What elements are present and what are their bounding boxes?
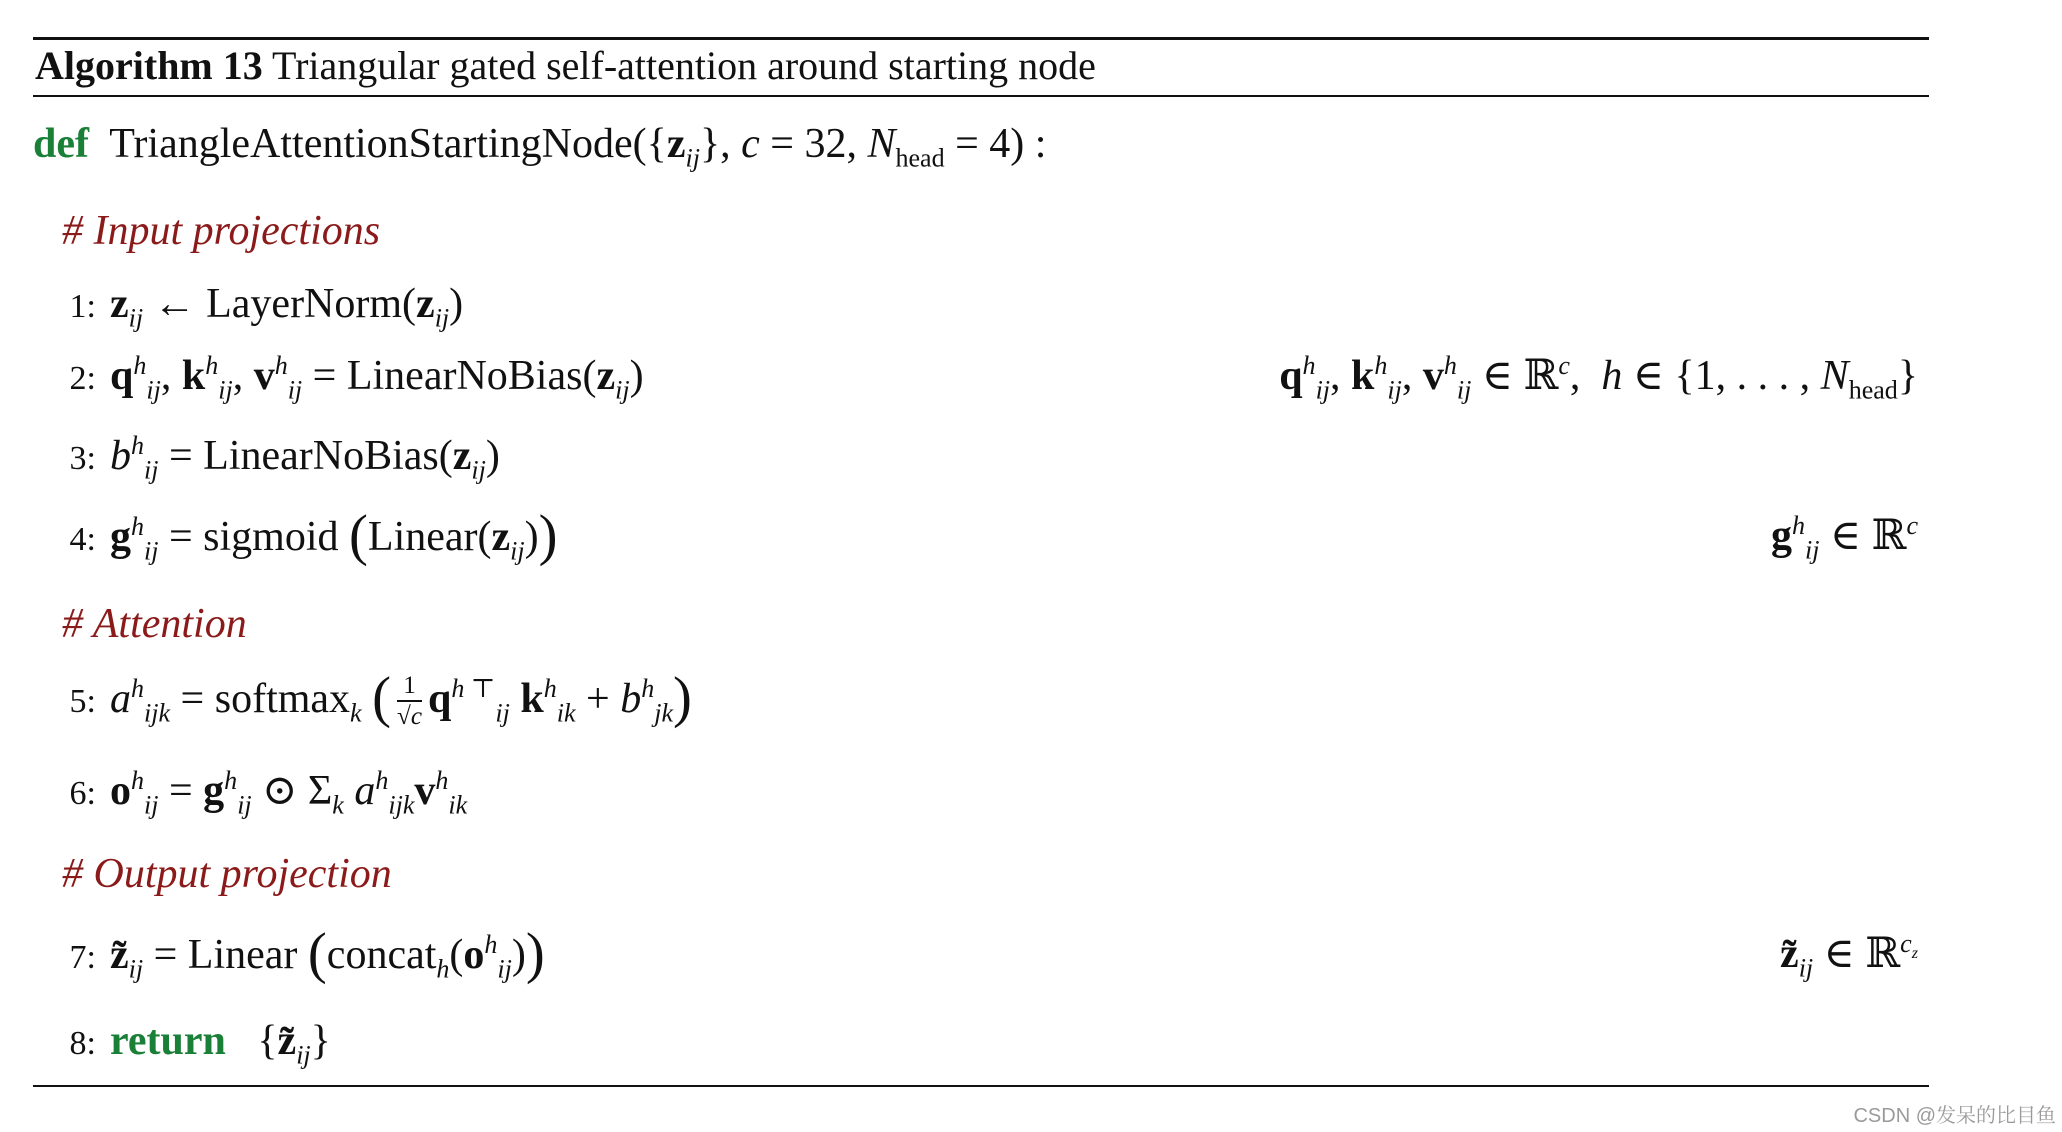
step-expression: $a^h_{ijk}$ = softmax$_k$ ( $\frac{1}{√c}$ $q^{h ⊤}_{ij}$ $k^h_{ik} + b^h_{jk}$) xyxy=(110,666,692,731)
comment-attention: # Attention xyxy=(62,601,247,647)
step-number: 4: xyxy=(69,521,96,558)
step-7 xyxy=(48,922,545,985)
step-number: 3: xyxy=(69,440,96,477)
step-3 xyxy=(48,430,500,485)
watermark: CSDN @发呆的比目鱼 xyxy=(1853,1105,2056,1127)
algorithm-name: Triangular gated self-attention around starting node xyxy=(272,43,1096,88)
step-expression: $z_{ij}$ ← $LayerNorm(z_{ij})$ xyxy=(110,281,464,333)
step-number: 8: xyxy=(69,1025,96,1062)
step-expression: $o^h_{ij} = g^h_{ij}$ ⊙ $\Sigma_k$ $a^h_{ijk}v^h_{ik}$ xyxy=(110,766,468,820)
step-expression: $b^h_{ij}$ = $LinearNoBias(z_{ij})$ xyxy=(110,431,500,485)
function-params: ($\{z_{ij}\}$, c = 32, $N_{head} = 4$) : xyxy=(632,121,1047,173)
step-8 xyxy=(48,1015,331,1070)
step-expression: $q^h_{ij}$, $k^h_{ij}$, $v^h_{ij}$ = $LinearNoBias(z_{ij})$ xyxy=(110,351,644,405)
step-2 xyxy=(48,350,644,405)
step-number: 1: xyxy=(69,288,96,325)
step-6 xyxy=(48,765,467,820)
algorithm-title xyxy=(35,40,1096,92)
function-name: TriangleAttentionStartingNode xyxy=(109,121,633,167)
step-number: 5: xyxy=(69,683,96,720)
step-4-annotation: $g^h_{ij}$ ∈ ℝ$^c$ xyxy=(1770,511,1918,565)
step-2-annotation: $q^h_{ij}$, $k^h_{ij}$, $v^h_{ij}$ ∈ ℝ$^c$, h ∈ {1, . . . , $N_{head}$} xyxy=(1279,351,1918,405)
step-7-annotation: $z̃_{ij}$ ∈ ℝ$^{c_z}$ xyxy=(1780,929,1918,983)
step-5 xyxy=(48,666,692,732)
algorithm-label: Algorithm 13 xyxy=(35,43,263,88)
step-1 xyxy=(48,278,463,333)
function-signature xyxy=(33,118,1047,173)
step-number: 2: xyxy=(69,360,96,397)
step-number: 7: xyxy=(69,939,96,976)
comment-input-projections: # Input projections xyxy=(62,208,381,254)
comment-output-projection: # Output projection xyxy=(62,851,392,897)
bottom-rule xyxy=(33,1085,1929,1087)
step-expression: $z̃_{ij}$ = Linear $(concat_h(o^h_{ij}))$ xyxy=(110,922,545,985)
step-expression: $g^h_{ij}$ = sigmoid $(Linear(z_{ij}))$ xyxy=(110,504,558,567)
step-expression: return $\{z̃_{ij}\}$ xyxy=(110,1018,331,1070)
header-rule xyxy=(33,95,1929,97)
step-number: 6: xyxy=(69,775,96,812)
step-4 xyxy=(48,504,558,567)
def-keyword: def xyxy=(33,121,89,167)
